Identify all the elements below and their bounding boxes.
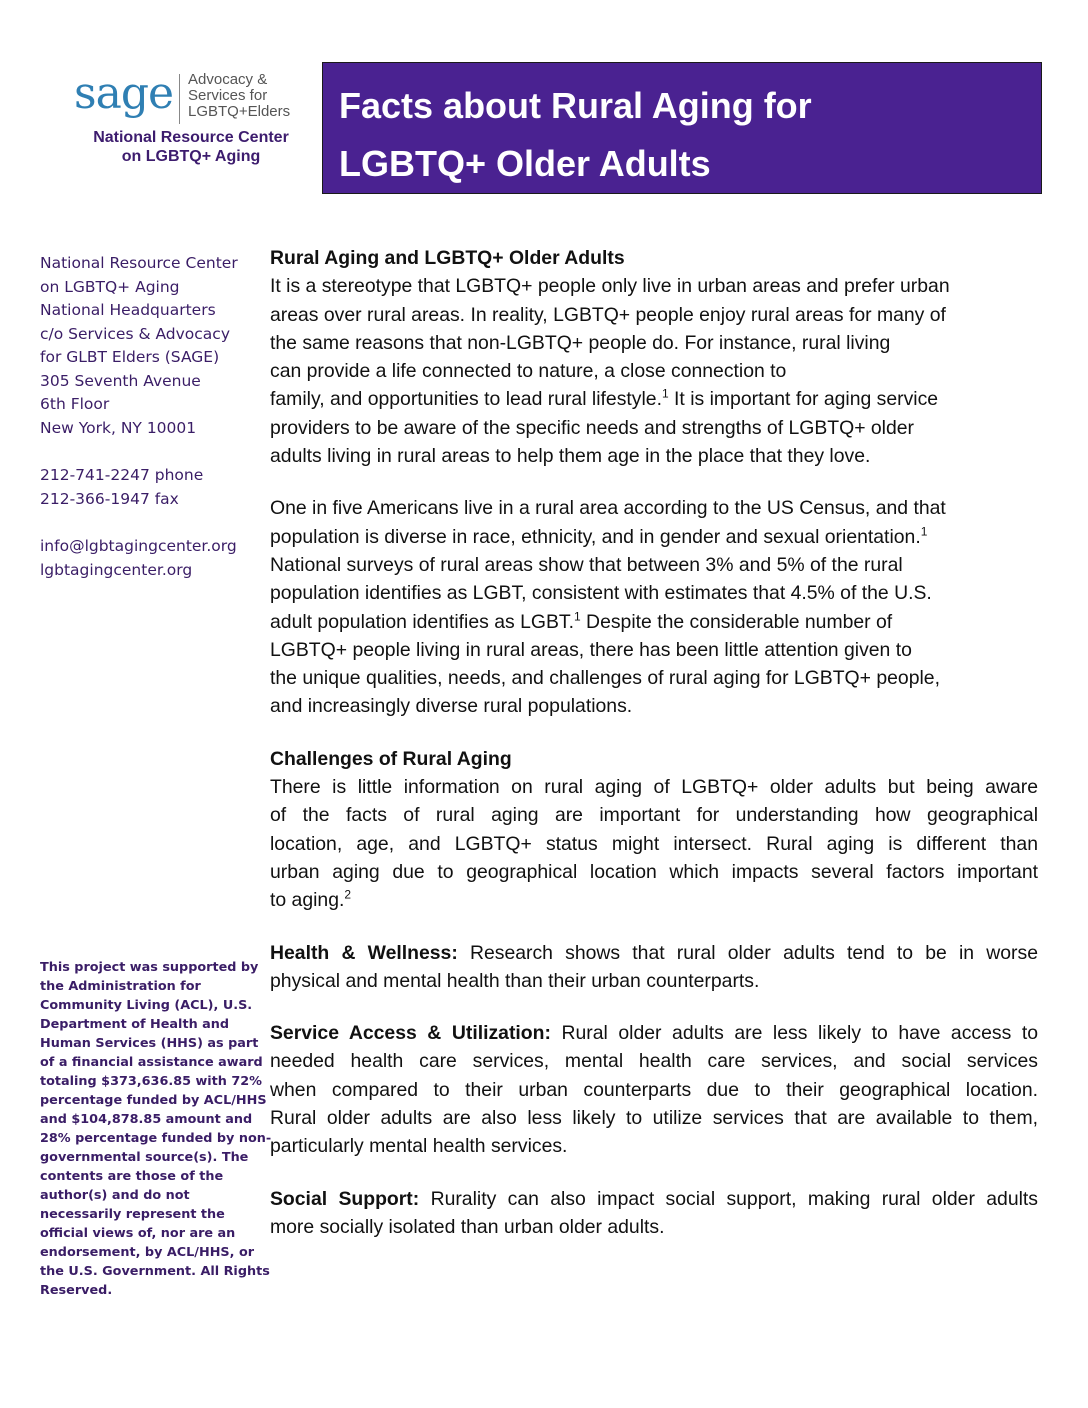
logo-tagline-line: Advocacy &: [188, 71, 268, 88]
body-text: adult population identifies as LGBT.: [270, 610, 574, 633]
body-line: National surveys of rural areas show that between 3% and 5% of the rural: [270, 553, 903, 576]
body-line: population identifies as LGBT, consistent with estimates that 4.5% of the U.S.: [270, 582, 932, 605]
address-line: New York, NY 10001: [40, 418, 197, 437]
body-text: Rurality can also impact social support, making rural older adults: [419, 1187, 1038, 1210]
funding-line: Community Living (ACL), U.S.: [40, 998, 253, 1013]
footnote-ref: 1: [573, 609, 581, 624]
body-line: [270, 523, 1038, 551]
body-line: One in five Americans live in a rural area according to the US Census, and that: [270, 497, 946, 520]
contact-sidebar: [40, 252, 255, 582]
section-challenges: [270, 745, 1038, 915]
address-line: National Resource Center: [40, 254, 238, 272]
footnote-ref: 1: [920, 524, 928, 539]
body-line: of the facts of rural aging are important for understanding how geographical: [270, 804, 1038, 827]
website-link[interactable]: lgbtagingcenter.org: [40, 560, 193, 579]
address-line: c/o Services & Advocacy: [40, 324, 230, 343]
body-line: location, age, and LGBTQ+ status might intersect. Rural aging is different than: [270, 832, 1038, 855]
funding-line: official views of, nor are an: [40, 1226, 236, 1241]
funding-line: totaling $373,636.85 with 72%: [40, 1074, 262, 1089]
body-line: adults living in rural areas to help them age in the place that they love.: [270, 445, 871, 468]
body-line: more socially isolated than urban older adults.: [270, 1215, 665, 1238]
body-text: Rural older adults are less likely to have access to: [550, 1022, 1038, 1045]
funding-line: Department of Health and: [40, 1017, 230, 1032]
section-population: [270, 494, 1038, 720]
body-line: the same reasons that non-LGBTQ+ people do. For instance, rural living: [270, 331, 891, 354]
section-heading: Rural Aging and LGBTQ+ Older Adults: [270, 247, 625, 269]
body-line: the unique qualities, needs, and challenges of rural aging for LGBTQ+ people,: [270, 667, 940, 690]
funding-line: percentage funded by ACL/HHS: [40, 1093, 267, 1108]
body-line: There is little information on rural aging of LGBTQ+ older adults but being aware: [270, 776, 1038, 799]
body-line: and increasingly diverse rural populations.: [270, 695, 633, 718]
title-line: LGBTQ+ Older Adults: [339, 143, 711, 184]
funding-line: 28% percentage funded by non-: [40, 1131, 272, 1146]
address-line: on LGBTQ+ Aging: [40, 277, 180, 296]
funding-line: endorsement, by ACL/HHS, or: [40, 1245, 255, 1260]
logo-tagline-line: LGBTQ+Elders: [188, 103, 291, 120]
address-line: 305 Seventh Avenue: [40, 371, 201, 390]
funding-line: This project was supported by: [40, 960, 259, 975]
logo-tagline: [188, 72, 290, 120]
main-content: [270, 244, 1038, 1241]
section-health-wellness: [270, 939, 1038, 996]
body-line: physical and mental health than their urban counterparts.: [270, 969, 760, 992]
address-line: National Headquarters: [40, 301, 216, 319]
funding-line: the Administration for: [40, 979, 201, 994]
body-line: can provide a life connected to nature, a close connection to: [270, 360, 787, 383]
inline-heading: Social Support:: [270, 1187, 420, 1210]
funding-line: the U.S. Government. All Rights: [40, 1264, 270, 1279]
page-title: [339, 77, 1025, 193]
phone-number: 212-741-2247 phone: [40, 466, 204, 484]
inline-heading: Service Access & Utilization:: [270, 1022, 551, 1045]
body-line: providers to be aware of the specific needs and strengths of LGBTQ+ older: [270, 416, 915, 439]
logo-center-name: [76, 128, 306, 166]
footnote-ref: 2: [344, 887, 352, 902]
funding-line: and $104,878.85 amount and: [40, 1112, 253, 1127]
address-line: for GLBT Elders (SAGE): [40, 348, 220, 366]
inline-heading: Health & Wellness:: [270, 941, 458, 964]
sage-wordmark: sage: [74, 68, 174, 119]
funding-line: of a financial assistance award: [40, 1055, 263, 1070]
funding-line: Reserved.: [40, 1283, 113, 1298]
body-line: [270, 385, 1038, 413]
body-text: It is important for aging service: [668, 388, 939, 411]
logo-divider: [179, 74, 180, 124]
body-line: Rural older adults are also less likely to utilize services that are available to them,: [270, 1107, 1038, 1130]
body-line: [270, 939, 1038, 967]
funding-line: necessarily represent the: [40, 1207, 225, 1222]
title-banner: [322, 62, 1042, 194]
funding-disclaimer: [40, 958, 272, 1300]
fax-number: 212-366-1947 fax: [40, 489, 179, 508]
section-rural-aging: [270, 244, 1038, 470]
body-line: [270, 608, 1038, 636]
body-text: Research shows that rural older adults tend to be in worse: [457, 941, 1038, 964]
body-line: areas over rural areas. In reality, LGBTQ+ people enjoy rural areas for many of: [270, 303, 946, 326]
address-line: 6th Floor: [40, 395, 110, 413]
body-line: [270, 1185, 1038, 1213]
body-text: population is diverse in race, ethnicity, and in gender and sexual orientation.: [270, 525, 921, 548]
funding-line: Human Services (HHS) as part: [40, 1036, 259, 1051]
body-line: [270, 1019, 1038, 1047]
section-heading: Challenges of Rural Aging: [270, 747, 512, 770]
funding-line: governmental source(s). The: [40, 1150, 249, 1165]
body-line: LGBTQ+ people living in rural areas, there has been little attention given to: [270, 638, 912, 661]
body-text: to aging.: [270, 889, 345, 912]
body-line: urban aging due to geographical location which impacts several factors important: [270, 860, 1038, 883]
title-line: Facts about Rural Aging for: [339, 85, 812, 126]
logo-center-line: on LGBTQ+ Aging: [121, 148, 261, 165]
funding-line: contents are those of the: [40, 1169, 224, 1184]
body-line: particularly mental health services.: [270, 1135, 568, 1158]
body-line: when compared to their urban counterparts due to their geographical location.: [270, 1078, 1038, 1101]
body-text: family, and opportunities to lead rural lifestyle.: [270, 388, 662, 411]
email-link[interactable]: info@lgbtagingcenter.org: [40, 537, 237, 555]
body-text: Despite the considerable number of: [580, 610, 893, 633]
logo-tagline-line: Services for: [188, 87, 268, 104]
section-social-support: [270, 1185, 1038, 1242]
sage-logo: [72, 70, 302, 170]
body-line: It is a stereotype that LGBTQ+ people only live in urban areas and prefer urban: [270, 275, 950, 298]
funding-line: author(s) and do not: [40, 1188, 190, 1203]
body-line: [270, 886, 1038, 914]
body-line: needed health care services, mental health care services, and social services: [270, 1050, 1038, 1073]
logo-center-line: National Resource Center: [93, 129, 289, 146]
section-service-access: [270, 1019, 1038, 1160]
footnote-ref: 1: [661, 387, 669, 402]
